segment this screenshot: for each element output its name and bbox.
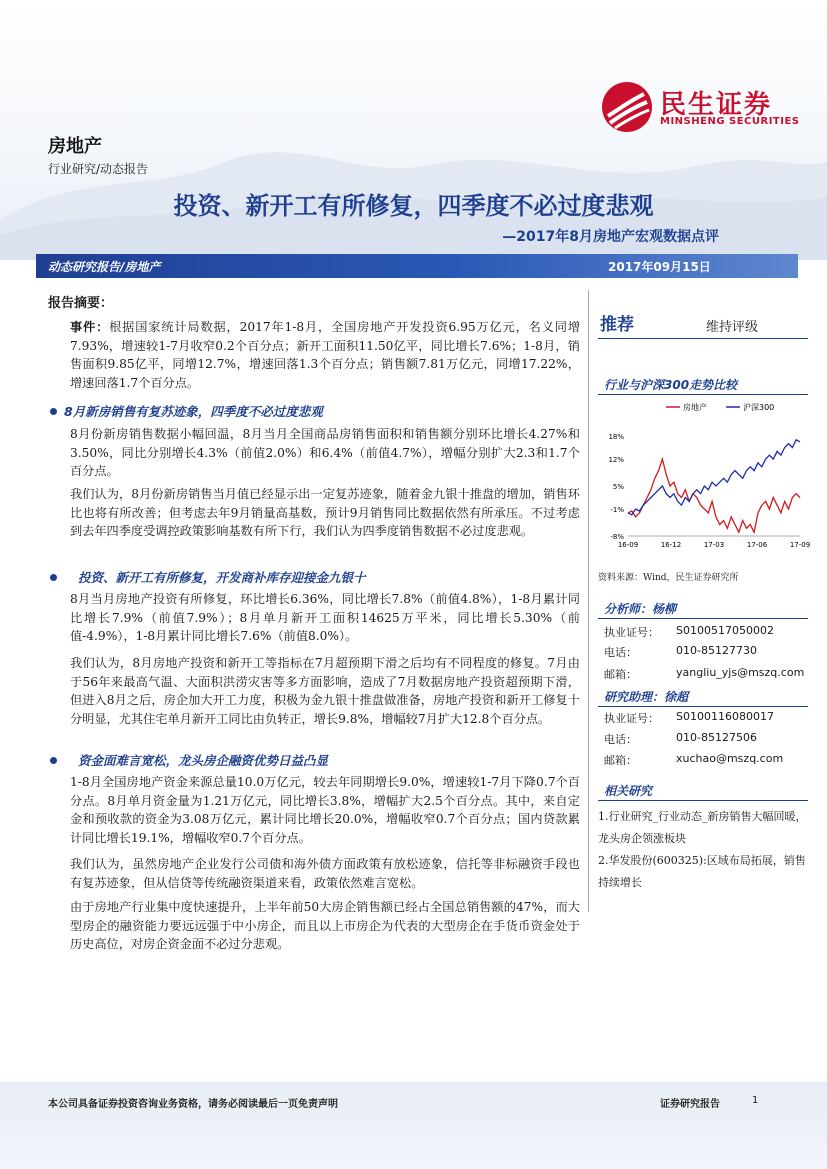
legend-estate: 房地产 bbox=[683, 403, 707, 412]
section-heading: 投资、新开工有所修复，开发商补库存迎接金九银十 bbox=[78, 570, 366, 585]
analyst-phone: 010-85127730 bbox=[676, 644, 757, 657]
assistant-phone: 010-85127506 bbox=[676, 731, 757, 744]
event-paragraph bbox=[70, 318, 580, 392]
assistant-phone-label: 电话： bbox=[604, 733, 637, 746]
section-paragraph: 8月份新房销售数据小幅回温，8月当月全国商品房销售面积和销售额分别环比增长4.27%和3.50%，同比分别增长4.3%（前值2.0%）和6.4%（前值4.7%），增幅分别扩大2.3和1.7个百分点。 bbox=[70, 427, 580, 479]
column-divider bbox=[588, 290, 589, 912]
assistant-heading: 研究助理：徐超 bbox=[604, 690, 689, 704]
section-heading: 资金面难言宽松，龙头房企融资优势日益凸显 bbox=[78, 753, 329, 768]
assistant-divider bbox=[598, 706, 808, 707]
brand-name-en: MINSHENG SECURITIES bbox=[660, 116, 800, 127]
analyst-email-label: 邮箱： bbox=[604, 668, 637, 681]
section-heading: 8月新房销售有复苏迹象，四季度不必过度悲观 bbox=[64, 404, 323, 419]
report-title: 投资、新开工有所修复，四季度不必过度悲观 bbox=[173, 192, 654, 220]
bullet-icon bbox=[50, 757, 57, 764]
report-subtitle: —2017年8月房地产宏观数据点评 bbox=[502, 229, 719, 245]
analyst-cert-label: 执业证号： bbox=[604, 626, 659, 639]
footer-label: 证券研究报告 bbox=[660, 1099, 720, 1110]
brand-logo-icon bbox=[600, 80, 654, 134]
bullet-icon bbox=[50, 408, 57, 415]
section-paragraph: 我们认为，8月份新房销售当月值已经显示出一定复苏迹象，随着金九银十推盘的增加，销售环比也将有所改善；但考虑去年9月销量高基数，预计9月销售同比数据依然有所承压。不过考虑到去年四季度受调控政策影响基数有所下行，我们认为四季度销售数据不必过度悲观。 bbox=[70, 487, 580, 539]
section-paragraph: 我们认为，虽然房地产企业发行公司债和海外债方面政策有放松迹象，信托等非标融资手段也有复苏迹象，但从信贷等传统融资渠道来看，政策依然难言宽松。 bbox=[70, 857, 580, 890]
analyst-divider bbox=[598, 618, 808, 619]
y-tick-label: 18% bbox=[608, 433, 624, 441]
industry-title: 房地产 bbox=[48, 136, 102, 157]
series-line-estate bbox=[628, 459, 800, 532]
assistant-cert-label: 执业证号： bbox=[604, 712, 659, 725]
chart-source: 资料来源：Wind，民生证券研究所 bbox=[598, 573, 739, 583]
assistant-email-label: 邮箱： bbox=[604, 754, 637, 767]
y-tick-label: 12% bbox=[608, 456, 624, 465]
analyst-cert: S0100517050002 bbox=[676, 624, 774, 637]
assistant-cert: S0100116080017 bbox=[676, 710, 774, 723]
x-tick-label: 17-09 bbox=[789, 541, 811, 549]
rating-sub: 维持评级 bbox=[706, 320, 759, 335]
chart-title-divider bbox=[598, 394, 808, 395]
related-item[interactable]: 1.行业研究_行业动态_新房销售大幅回暖，龙头房企领涨板块 bbox=[598, 810, 807, 845]
event-text: 根据国家统计局数据，2017年1-8月，全国房地产开发投资6.95万亿元，名义同增7.93%，增速较1-7月收窄0.2个百分点；新开工面积11.50亿平，同比增长7.6%；1-8月，销售面积9.85亿平，同增12.7%，增速回落1.3个百分点；销售额7.81万亿元，同增17.22%，增速回落1.7个百分点。 bbox=[70, 320, 581, 390]
rating-divider bbox=[598, 338, 808, 339]
brand-name-cn: 民生证券 bbox=[660, 90, 773, 120]
x-tick-label: 16-09 bbox=[617, 541, 639, 549]
report-date: 2017年09月15日 bbox=[608, 260, 711, 274]
assistant-email[interactable]: xuchao@mszq.com bbox=[676, 752, 784, 765]
footer-disclaimer: 本公司具备证券投资咨询业务资格，请务必阅读最后一页免责声明 bbox=[48, 1099, 338, 1110]
analyst-email[interactable]: yangliu_yjs@mszq.com bbox=[676, 666, 805, 679]
x-tick-label: 16-12 bbox=[660, 541, 682, 549]
legend-hs300: 沪深300 bbox=[743, 403, 775, 412]
analyst-heading: 分析师：杨柳 bbox=[604, 602, 677, 616]
related-heading: 相关研究 bbox=[604, 784, 653, 798]
event-label: 事件： bbox=[70, 320, 110, 334]
y-tick-label: -1% bbox=[610, 506, 624, 515]
section-paragraph: 1-8月全国房地产资金来源总量10.0万亿元，较去年同期增长9.0%，增速较1-7月下降0.7个百分点。8月单月资金量为1.21万亿元，同比增长3.8%，增幅扩大2.5个百分点。其中，来自定金和预收款的资金为3.08万亿元，累计同比增长20.0%，增幅收窄0.7个百分点；国内贷款累计同比增长19.1%，增幅收窄0.7个百分点。 bbox=[70, 775, 580, 845]
report-type: 行业研究/动态报告 bbox=[48, 162, 149, 176]
strip-category: 动态研究报告/房地产 bbox=[48, 260, 161, 274]
rating-label: 推荐 bbox=[600, 315, 634, 335]
bullet-icon bbox=[50, 574, 57, 581]
related-item[interactable]: 2.华发股份(600325):区域布局拓展，销售持续增长 bbox=[598, 854, 806, 889]
x-tick-label: 17-03 bbox=[703, 541, 725, 549]
series-line-hs300 bbox=[628, 440, 800, 515]
y-tick-label: -8% bbox=[610, 533, 624, 541]
x-tick-label: 17-06 bbox=[746, 541, 768, 549]
related-divider bbox=[598, 800, 808, 801]
section-paragraph: 8月当月房地产投资有所修复，环比增长6.36%，同比增长7.8%（前值4.8%），1-8月累计同比增长7.9%（前值7.9%）；8月单月新开工面积14625万平米，同比增长5.30%（前值-4.9%），1-8月累计同比增长7.6%（前值8.0%）。 bbox=[70, 592, 580, 644]
section-paragraph: 我们认为，8月房地产投资和新开工等指标在7月超预期下滑之后均有不同程度的修复。7月由于56年来最高气温、大面积洪涝灾害等多方面影响，造成了7月数据房地产投资超预期下滑，但进入8月之后，房企加大开工力度，积极为金九银十推盘做准备，房地产投资和新开工修复十分明显，尤其住宅单月新开工同比由负转正，增长9.8%，增幅较7月扩大12.8个百分点。 bbox=[70, 656, 580, 726]
section-paragraph: 由于房地产行业集中度快速提升，上半年前50大房企销售额已经占全国总销售额的47%，而大型房企的融资能力要远远强于中小房企，而且以上市房企为代表的大型房企在手货币资金处于历史高位，对房企资金面不必过分悲观。 bbox=[70, 900, 580, 952]
chart-title: 行业与沪深300走势比较 bbox=[604, 378, 738, 392]
summary-label: 报告摘要： bbox=[48, 296, 114, 311]
analyst-phone-label: 电话： bbox=[604, 646, 637, 659]
trend-chart bbox=[598, 398, 811, 558]
page-number: 1 bbox=[752, 1095, 759, 1106]
y-tick-label: 5% bbox=[612, 483, 624, 491]
